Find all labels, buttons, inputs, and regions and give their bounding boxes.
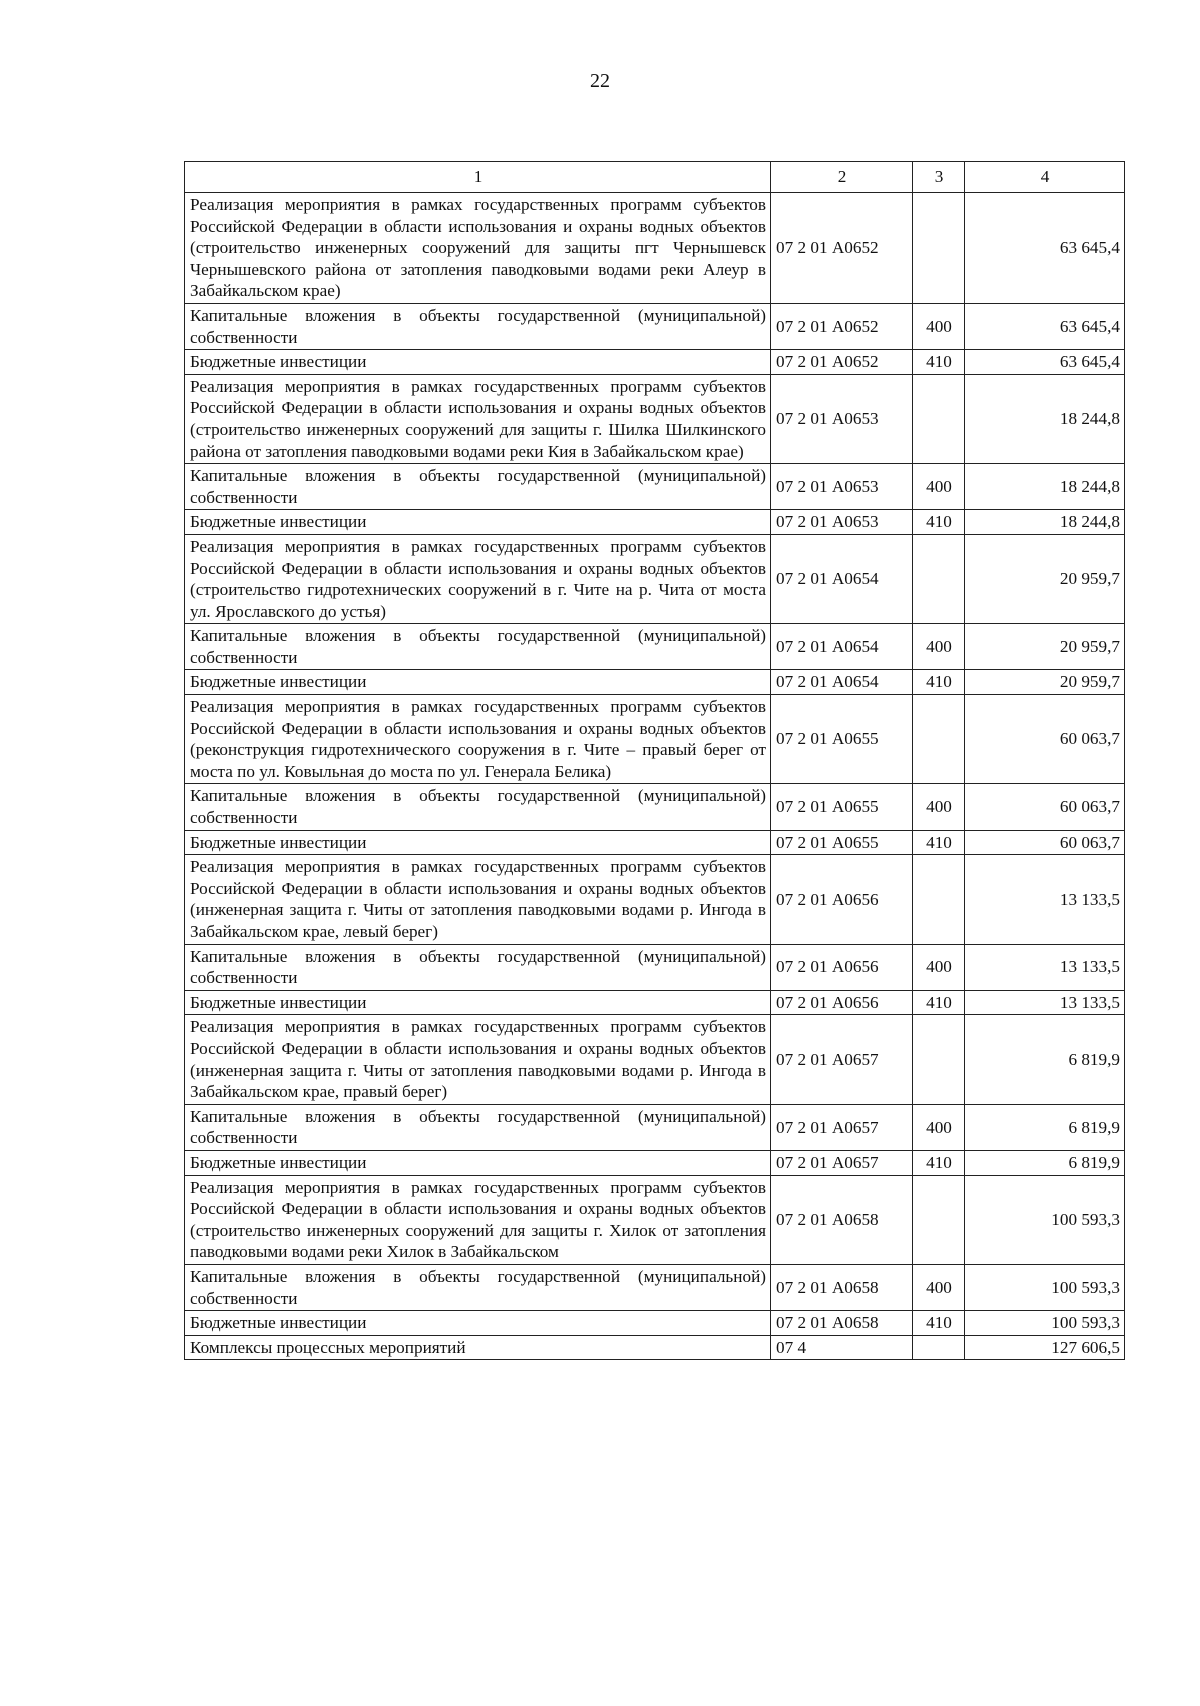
name-cell: Бюджетные инвестиции xyxy=(185,510,771,535)
amount-cell: 127 606,5 xyxy=(965,1335,1125,1360)
amount-cell: 6 819,9 xyxy=(965,1150,1125,1175)
column-header-1: 1 xyxy=(185,162,771,193)
amount-cell: 60 063,7 xyxy=(965,784,1125,830)
code-cell: 07 2 01 А0652 xyxy=(771,350,913,375)
code-cell: 07 2 01 А0652 xyxy=(771,303,913,349)
expense-type-cell: 410 xyxy=(913,670,965,695)
name-cell: Бюджетные инвестиции xyxy=(185,350,771,375)
expense-type-cell xyxy=(913,1335,965,1360)
expense-type-cell xyxy=(913,1015,965,1104)
table-row xyxy=(185,855,1125,944)
table-row xyxy=(185,1311,1125,1336)
name-cell: Реализация мероприятия в рамках государственных программ субъектов Российской Федерации в области использования и охраны водных объектов (инженерная защита г. Читы от затопления паводковыми водами р. Ингода в Забайкальском крае, правый берег) xyxy=(185,1015,771,1104)
code-cell: 07 2 01 А0658 xyxy=(771,1175,913,1264)
expense-type-cell xyxy=(913,855,965,944)
amount-cell: 18 244,8 xyxy=(965,374,1125,463)
code-cell: 07 2 01 А0654 xyxy=(771,624,913,670)
amount-cell: 100 593,3 xyxy=(965,1264,1125,1310)
table-row xyxy=(185,1015,1125,1104)
table-row xyxy=(185,830,1125,855)
expense-type-cell: 410 xyxy=(913,990,965,1015)
table-row xyxy=(185,990,1125,1015)
code-cell: 07 2 01 А0655 xyxy=(771,784,913,830)
name-cell: Реализация мероприятия в рамках государственных программ субъектов Российской Федерации в области использования и охраны водных объектов (строительство гидротехнических сооружений в г. Чите на р. Чита от моста ул. Ярославского до устья) xyxy=(185,534,771,623)
name-cell: Бюджетные инвестиции xyxy=(185,990,771,1015)
expense-type-cell xyxy=(913,1175,965,1264)
expense-type-cell xyxy=(913,374,965,463)
expense-type-cell: 400 xyxy=(913,624,965,670)
table-body xyxy=(185,193,1125,1360)
amount-cell: 63 645,4 xyxy=(965,303,1125,349)
code-cell: 07 2 01 А0658 xyxy=(771,1311,913,1336)
code-cell: 07 2 01 А0655 xyxy=(771,830,913,855)
table-row xyxy=(185,670,1125,695)
code-cell: 07 2 01 А0657 xyxy=(771,1150,913,1175)
code-cell: 07 2 01 А0654 xyxy=(771,670,913,695)
expense-type-cell: 410 xyxy=(913,350,965,375)
table-row xyxy=(185,1104,1125,1150)
expense-type-cell xyxy=(913,695,965,784)
amount-cell: 100 593,3 xyxy=(965,1175,1125,1264)
name-cell: Капитальные вложения в объекты государственной (муниципальной) собственности xyxy=(185,944,771,990)
amount-cell: 18 244,8 xyxy=(965,464,1125,510)
name-cell: Капитальные вложения в объекты государственной (муниципальной) собственности xyxy=(185,784,771,830)
name-cell: Капитальные вложения в объекты государственной (муниципальной) собственности xyxy=(185,624,771,670)
name-cell: Бюджетные инвестиции xyxy=(185,670,771,695)
expense-type-cell: 400 xyxy=(913,303,965,349)
table-row xyxy=(185,464,1125,510)
name-cell: Реализация мероприятия в рамках государственных программ субъектов Российской Федерации в области использования и охраны водных объектов (инженерная защита г. Читы от затопления паводковыми водами р. Ингода в Забайкальском крае, левый берег) xyxy=(185,855,771,944)
expense-type-cell: 410 xyxy=(913,830,965,855)
table-row xyxy=(185,350,1125,375)
table-row xyxy=(185,303,1125,349)
table-row xyxy=(185,944,1125,990)
code-cell: 07 2 01 А0653 xyxy=(771,464,913,510)
amount-cell: 13 133,5 xyxy=(965,944,1125,990)
name-cell: Реализация мероприятия в рамках государственных программ субъектов Российской Федерации в области использования и охраны водных объектов (строительство инженерных сооружений для защиты г. Хилок от затопления паводковыми водами реки Хилок в Забайкальском xyxy=(185,1175,771,1264)
table-row xyxy=(185,510,1125,535)
expense-type-cell: 400 xyxy=(913,944,965,990)
expense-type-cell: 400 xyxy=(913,1264,965,1310)
budget-table xyxy=(184,161,1125,1360)
expense-type-cell: 400 xyxy=(913,784,965,830)
name-cell: Капитальные вложения в объекты государственной (муниципальной) собственности xyxy=(185,1264,771,1310)
expense-type-cell: 410 xyxy=(913,1150,965,1175)
code-cell: 07 2 01 А0657 xyxy=(771,1104,913,1150)
amount-cell: 6 819,9 xyxy=(965,1104,1125,1150)
code-cell: 07 2 01 А0656 xyxy=(771,855,913,944)
amount-cell: 63 645,4 xyxy=(965,193,1125,304)
expense-type-cell xyxy=(913,193,965,304)
table-row xyxy=(185,193,1125,304)
expense-type-cell: 400 xyxy=(913,1104,965,1150)
amount-cell: 60 063,7 xyxy=(965,695,1125,784)
amount-cell: 6 819,9 xyxy=(965,1015,1125,1104)
amount-cell: 63 645,4 xyxy=(965,350,1125,375)
header-row xyxy=(185,162,1125,193)
code-cell: 07 2 01 А0652 xyxy=(771,193,913,304)
amount-cell: 20 959,7 xyxy=(965,670,1125,695)
name-cell: Капитальные вложения в объекты государственной (муниципальной) собственности xyxy=(185,1104,771,1150)
code-cell: 07 2 01 А0657 xyxy=(771,1015,913,1104)
amount-cell: 20 959,7 xyxy=(965,534,1125,623)
name-cell: Реализация мероприятия в рамках государственных программ субъектов Российской Федерации в области использования и охраны водных объектов (реконструкция гидротехнического сооружения в г. Чите – правый берег от моста по ул. Ковыльная до моста по ул. Генерала Белика) xyxy=(185,695,771,784)
expense-type-cell: 400 xyxy=(913,464,965,510)
table-row xyxy=(185,784,1125,830)
code-cell: 07 2 01 А0653 xyxy=(771,374,913,463)
name-cell: Капитальные вложения в объекты государственной (муниципальной) собственности xyxy=(185,303,771,349)
amount-cell: 13 133,5 xyxy=(965,855,1125,944)
column-header-3: 3 xyxy=(913,162,965,193)
table-row xyxy=(185,1175,1125,1264)
amount-cell: 60 063,7 xyxy=(965,830,1125,855)
code-cell: 07 2 01 А0656 xyxy=(771,990,913,1015)
table-row xyxy=(185,624,1125,670)
code-cell: 07 2 01 А0653 xyxy=(771,510,913,535)
amount-cell: 18 244,8 xyxy=(965,510,1125,535)
table-row xyxy=(185,374,1125,463)
expense-type-cell xyxy=(913,534,965,623)
code-cell: 07 4 xyxy=(771,1335,913,1360)
column-header-4: 4 xyxy=(965,162,1125,193)
amount-cell: 100 593,3 xyxy=(965,1311,1125,1336)
amount-cell: 20 959,7 xyxy=(965,624,1125,670)
name-cell: Реализация мероприятия в рамках государственных программ субъектов Российской Федерации в области использования и охраны водных объектов (строительство инженерных сооружений для защиты г. Шилка Шилкинского района от затопления паводковыми водами реки Кия в Забайкальском крае) xyxy=(185,374,771,463)
table-row xyxy=(185,1264,1125,1310)
expense-type-cell: 410 xyxy=(913,1311,965,1336)
code-cell: 07 2 01 А0656 xyxy=(771,944,913,990)
code-cell: 07 2 01 А0654 xyxy=(771,534,913,623)
column-header-2: 2 xyxy=(771,162,913,193)
name-cell: Бюджетные инвестиции xyxy=(185,830,771,855)
table-row xyxy=(185,1150,1125,1175)
name-cell: Бюджетные инвестиции xyxy=(185,1311,771,1336)
amount-cell: 13 133,5 xyxy=(965,990,1125,1015)
table-row xyxy=(185,695,1125,784)
code-cell: 07 2 01 А0655 xyxy=(771,695,913,784)
page-number: 22 xyxy=(590,70,610,92)
name-cell: Бюджетные инвестиции xyxy=(185,1150,771,1175)
name-cell: Капитальные вложения в объекты государственной (муниципальной) собственности xyxy=(185,464,771,510)
table-row xyxy=(185,1335,1125,1360)
expense-type-cell: 410 xyxy=(913,510,965,535)
table-row xyxy=(185,534,1125,623)
name-cell: Реализация мероприятия в рамках государственных программ субъектов Российской Федерации в области использования и охраны водных объектов (строительство инженерных сооружений для защиты пгт Чернышевск Чернышевского района от затопления паводковыми водами реки Алеур в Забайкальском крае) xyxy=(185,193,771,304)
name-cell: Комплексы процессных мероприятий xyxy=(185,1335,771,1360)
code-cell: 07 2 01 А0658 xyxy=(771,1264,913,1310)
